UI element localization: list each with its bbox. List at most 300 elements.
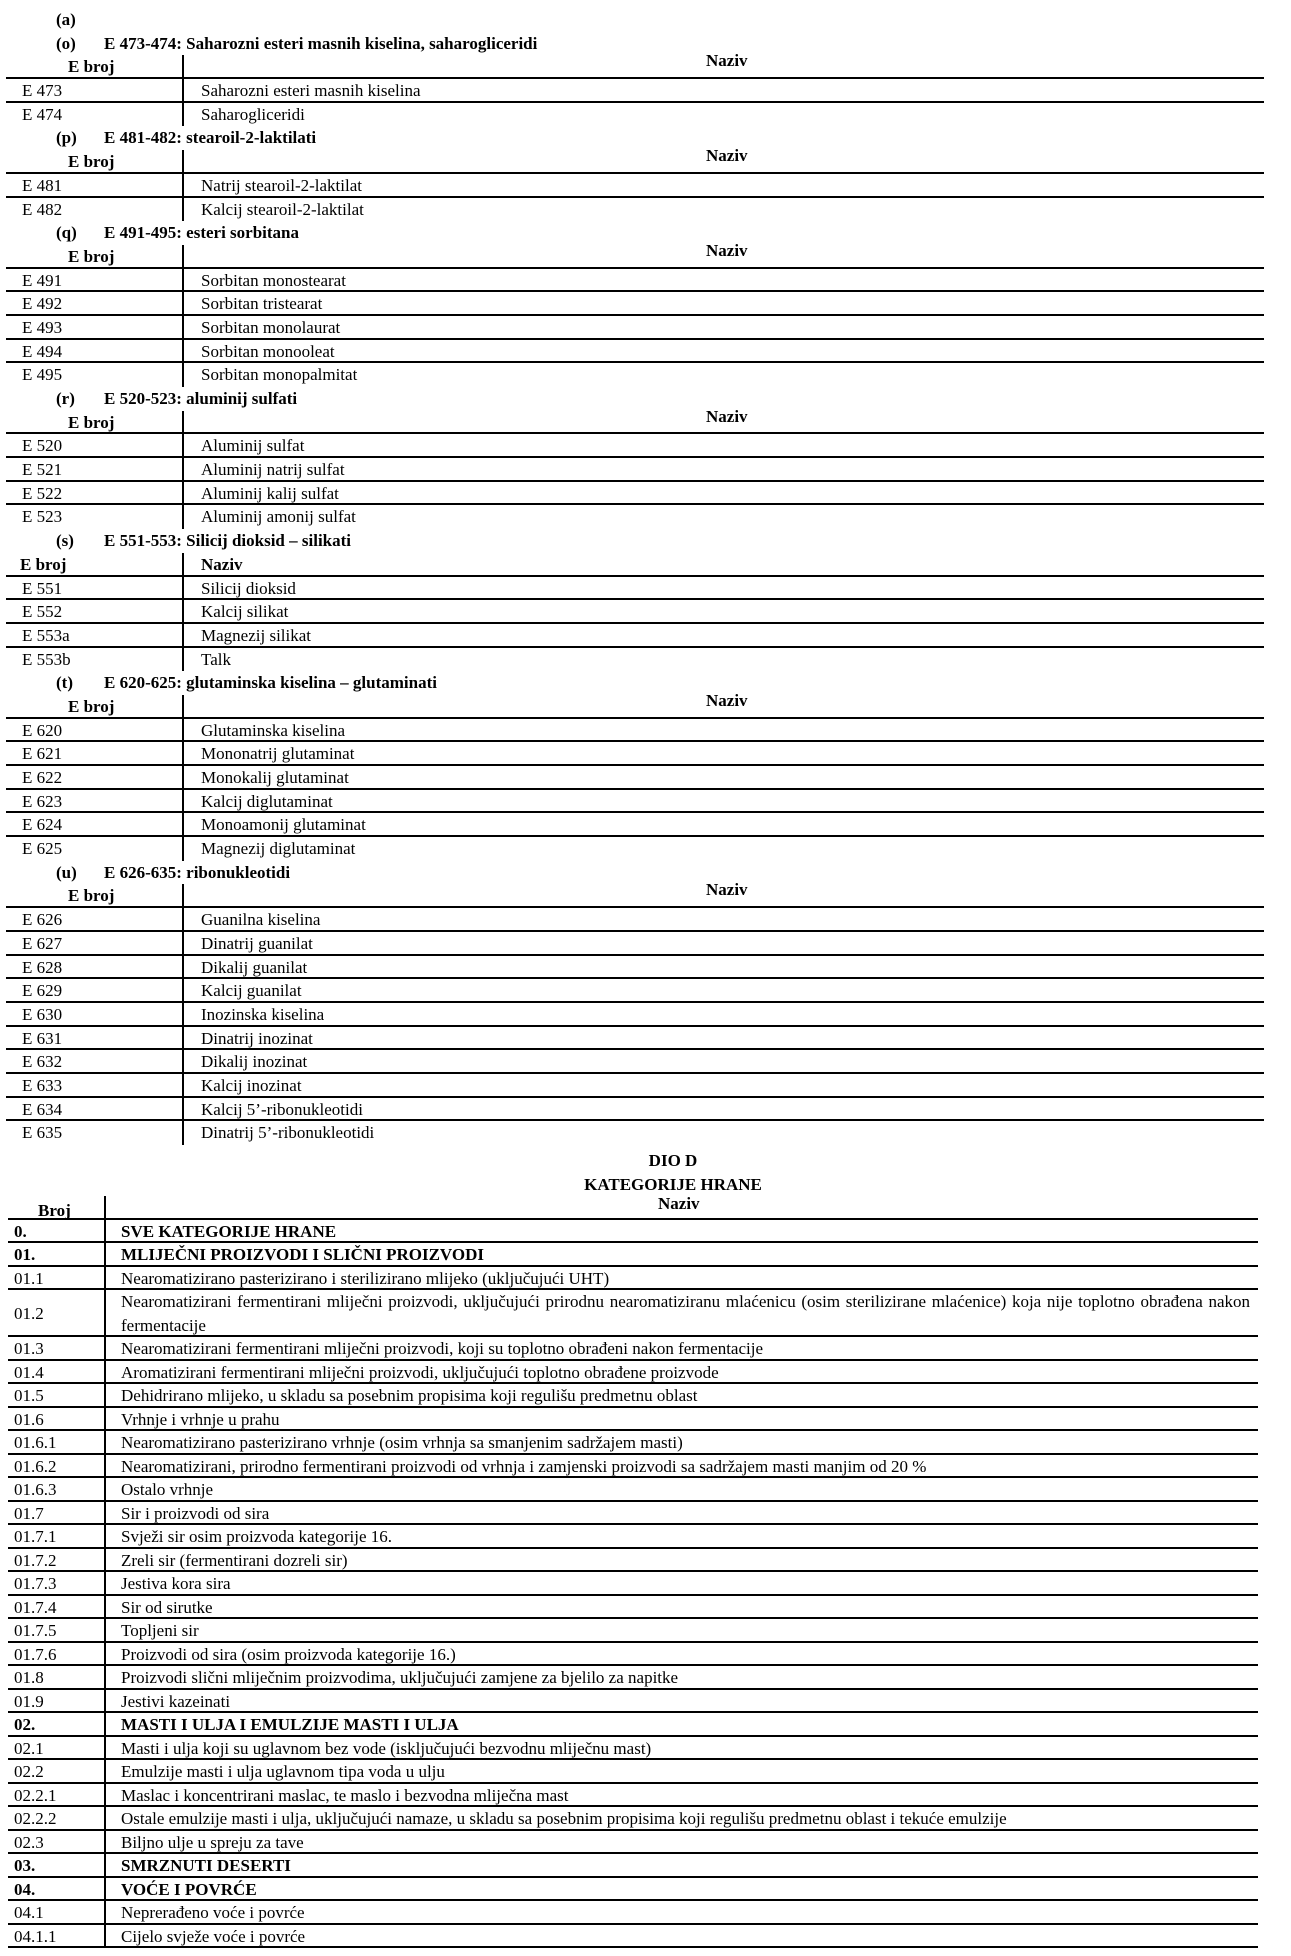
additive-name: Dikalij inozinat bbox=[201, 1052, 308, 1072]
e-number: E 624 bbox=[22, 815, 63, 835]
category-number: 02.3 bbox=[14, 1832, 44, 1852]
table-row bbox=[6, 624, 1264, 648]
section-letter: (o) bbox=[56, 33, 76, 53]
category-name: Jestivi kazeinati bbox=[121, 1691, 231, 1711]
column-divider bbox=[104, 1925, 106, 1947]
category-row bbox=[8, 1619, 1258, 1643]
table-header bbox=[6, 240, 1264, 269]
e-number: E 630 bbox=[22, 1004, 63, 1024]
category-number: 01.7.2 bbox=[14, 1550, 57, 1570]
column-divider bbox=[182, 695, 184, 717]
table-row bbox=[6, 577, 1264, 601]
e-number: E 523 bbox=[22, 507, 63, 527]
column-divider bbox=[182, 648, 184, 672]
table-header bbox=[6, 553, 1264, 577]
column-divider bbox=[182, 269, 184, 291]
column-divider bbox=[104, 1760, 106, 1782]
e-number: E 631 bbox=[22, 1028, 63, 1048]
column-divider bbox=[182, 340, 184, 362]
table-row bbox=[6, 316, 1264, 340]
e-number: E 634 bbox=[22, 1099, 63, 1119]
category-number: 01.2 bbox=[14, 1303, 44, 1323]
column-divider bbox=[182, 103, 184, 127]
table-row bbox=[6, 458, 1264, 482]
additive-name: Natrij stearoil-2-laktilat bbox=[201, 175, 362, 195]
table-row bbox=[6, 269, 1264, 293]
table-row bbox=[6, 340, 1264, 364]
category-name: Proizvodi od sira (osim proizvoda kategorije 16.) bbox=[121, 1644, 456, 1664]
table-row bbox=[6, 648, 1264, 672]
e-number: E 482 bbox=[22, 199, 63, 219]
e-number: E 522 bbox=[22, 483, 63, 503]
e-number: E 553a bbox=[22, 625, 70, 645]
e-number: E 521 bbox=[22, 460, 63, 480]
additive-name: Saharozni esteri masnih kiselina bbox=[201, 81, 421, 101]
header-naziv: Naziv bbox=[706, 880, 748, 900]
table-row bbox=[6, 956, 1264, 980]
section-heading bbox=[6, 32, 1264, 56]
column-divider bbox=[182, 1050, 184, 1072]
column-divider bbox=[182, 458, 184, 480]
category-row bbox=[8, 1408, 1258, 1432]
table-row bbox=[6, 292, 1264, 316]
column-divider bbox=[182, 434, 184, 456]
e-number: E 474 bbox=[22, 104, 63, 124]
category-name: Nearomatizirani fermentirani mliječni proizvodi, koji su toplotno obrađeni nakon fermentacije bbox=[121, 1339, 764, 1358]
column-divider bbox=[182, 150, 184, 172]
additive-name: Sorbitan tristearat bbox=[201, 294, 323, 314]
category-name: Aromatizirani fermentirani mliječni proizvodi, uključujući toplotno obrađene proizvode bbox=[121, 1362, 719, 1382]
additive-name: Kalcij 5’-ribonukleotidi bbox=[201, 1099, 363, 1119]
e-number: E 626 bbox=[22, 910, 63, 930]
additive-name: Sorbitan monostearat bbox=[201, 270, 346, 290]
column-divider bbox=[182, 719, 184, 741]
table-row bbox=[6, 174, 1264, 198]
category-name: SMRZNUTI DESERTI bbox=[121, 1856, 291, 1875]
e-number: E 629 bbox=[22, 981, 63, 1001]
category-row bbox=[8, 1502, 1258, 1526]
column-divider bbox=[182, 174, 184, 196]
column-divider bbox=[182, 766, 184, 788]
category-row bbox=[8, 1220, 1258, 1244]
e-number: E 621 bbox=[22, 744, 63, 764]
e-number: E 635 bbox=[22, 1123, 63, 1143]
column-divider bbox=[182, 600, 184, 622]
column-divider bbox=[104, 1455, 106, 1477]
table-row bbox=[6, 719, 1264, 743]
column-divider bbox=[104, 1384, 106, 1406]
section-heading bbox=[6, 671, 1264, 695]
category-name: Emulzije masti i ulja uglavnom tipa voda u ulju bbox=[121, 1762, 445, 1781]
header-naziv: Naziv bbox=[706, 146, 748, 166]
e-number: E 495 bbox=[22, 365, 63, 385]
additive-name: Kalcij silikat bbox=[201, 602, 289, 622]
column-divider bbox=[104, 1807, 106, 1829]
column-divider bbox=[182, 482, 184, 504]
table-header bbox=[6, 690, 1264, 719]
column-divider bbox=[104, 1831, 106, 1853]
header-e-broj: E broj bbox=[68, 246, 115, 266]
column-divider bbox=[104, 1737, 106, 1759]
header-e-broj: E broj bbox=[68, 886, 115, 906]
section-letter: (s) bbox=[56, 531, 74, 551]
category-row bbox=[8, 1878, 1258, 1902]
category-number: 01.4 bbox=[14, 1362, 44, 1382]
section-heading bbox=[6, 861, 1264, 885]
header-naziv: Naziv bbox=[201, 554, 243, 574]
category-row bbox=[8, 1596, 1258, 1620]
column-divider bbox=[104, 1502, 106, 1524]
category-name: Svježi sir osim proizvoda kategorije 16. bbox=[121, 1527, 392, 1546]
table-row bbox=[6, 103, 1264, 127]
column-divider bbox=[104, 1572, 106, 1594]
category-name: Nearomatizirano pasterizirano i sterilizirano mlijeko (uključujući UHT) bbox=[121, 1268, 610, 1288]
category-number: 02.1 bbox=[14, 1738, 44, 1758]
column-divider bbox=[182, 1098, 184, 1120]
additive-name: Monoamonij glutaminat bbox=[201, 815, 366, 835]
additive-name: Kalcij diglutaminat bbox=[201, 791, 333, 811]
table-row bbox=[6, 1027, 1264, 1051]
category-row bbox=[8, 1690, 1258, 1714]
additive-name: Inozinska kiselina bbox=[201, 1004, 325, 1024]
section-heading bbox=[6, 387, 1264, 411]
additive-name: Glutaminska kiselina bbox=[201, 720, 346, 740]
e-number-tables bbox=[6, 8, 1264, 1145]
e-number: E 481 bbox=[22, 175, 63, 195]
category-row bbox=[8, 1572, 1258, 1596]
column-divider bbox=[182, 908, 184, 930]
e-number: E 520 bbox=[22, 436, 63, 456]
table-row bbox=[6, 1121, 1264, 1145]
table-header bbox=[6, 51, 1264, 79]
column-divider bbox=[182, 956, 184, 978]
column-divider bbox=[104, 1713, 106, 1735]
category-name: Nearomatizirano pasterizirano vrhnje (osim vrhnja sa smanjenim sadržajem masti) bbox=[121, 1433, 683, 1452]
column-divider bbox=[182, 884, 184, 906]
additive-name: Dikalij guanilat bbox=[201, 957, 308, 977]
additive-name: Sorbitan monooleat bbox=[201, 341, 335, 361]
category-number: 01.5 bbox=[14, 1386, 44, 1405]
part-d-food-categories bbox=[8, 1149, 1258, 1948]
category-row bbox=[8, 1807, 1258, 1831]
column-divider bbox=[104, 1525, 106, 1547]
marker-label: (a) bbox=[56, 10, 76, 29]
column-divider bbox=[182, 55, 184, 77]
section-heading bbox=[6, 529, 1264, 553]
table-header bbox=[6, 406, 1264, 435]
additive-name: Magnezij diglutaminat bbox=[201, 839, 356, 859]
category-number: 01. bbox=[14, 1245, 36, 1264]
column-divider bbox=[182, 316, 184, 338]
column-divider bbox=[104, 1619, 106, 1641]
top-marker bbox=[6, 8, 1264, 32]
category-number: 01.7.1 bbox=[14, 1527, 57, 1546]
section-heading bbox=[6, 221, 1264, 245]
section-title: E 620-625: glutaminska kiselina – glutaminati bbox=[104, 673, 437, 693]
category-row bbox=[8, 1784, 1258, 1808]
e-number: E 551 bbox=[22, 578, 63, 598]
e-number: E 491 bbox=[22, 270, 63, 290]
category-name: Neprerađeno voće i povrće bbox=[121, 1903, 305, 1922]
e-number: E 553b bbox=[22, 649, 71, 669]
category-name: Cijelo svježe voće i povrće bbox=[121, 1926, 306, 1946]
category-number: 01.6.2 bbox=[14, 1456, 57, 1476]
section-letter: (q) bbox=[56, 223, 77, 243]
section-title: E 473-474: Saharozni esteri masnih kiselina, saharogliceridi bbox=[104, 33, 538, 53]
part-d-title: DIO D bbox=[648, 1151, 698, 1170]
category-row bbox=[8, 1455, 1258, 1479]
category-number: 01.7.3 bbox=[14, 1574, 57, 1593]
e-number: E 628 bbox=[22, 957, 63, 977]
column-divider bbox=[182, 979, 184, 1001]
category-row bbox=[8, 1290, 1258, 1337]
category-row bbox=[8, 1643, 1258, 1667]
table-header bbox=[6, 880, 1264, 908]
table-row bbox=[6, 908, 1264, 932]
additive-name: Kalcij inozinat bbox=[201, 1075, 302, 1095]
category-row bbox=[8, 1666, 1258, 1690]
additive-name: Sorbitan monopalmitat bbox=[201, 365, 358, 385]
e-number: E 627 bbox=[22, 933, 63, 953]
column-divider bbox=[104, 1267, 106, 1289]
additive-name: Saharogliceridi bbox=[201, 104, 305, 124]
section-title: E 481-482: stearoil-2-laktilati bbox=[104, 128, 317, 148]
category-name: SVE KATEGORIJE HRANE bbox=[121, 1221, 337, 1241]
category-number: 01.7.5 bbox=[14, 1621, 57, 1640]
header-e-broj: E broj bbox=[68, 57, 115, 77]
table-row bbox=[6, 79, 1264, 103]
category-row bbox=[8, 1549, 1258, 1573]
section-heading bbox=[6, 126, 1264, 150]
column-divider bbox=[182, 1027, 184, 1049]
column-divider bbox=[104, 1878, 106, 1900]
category-name: MASTI I ULJA I EMULZIJE MASTI I ULJA bbox=[121, 1715, 459, 1734]
table-row bbox=[6, 932, 1264, 956]
e-number: E 625 bbox=[22, 839, 63, 859]
category-number: 01.3 bbox=[14, 1339, 44, 1358]
category-name: Topljeni sir bbox=[121, 1621, 199, 1640]
category-number: 02.2 bbox=[14, 1762, 44, 1781]
category-name: Proizvodi slični mliječnim proizvodima, uključujući zamjene za bjelilo za napitke bbox=[121, 1668, 679, 1687]
additive-name: Dinatrij inozinat bbox=[201, 1028, 313, 1048]
column-divider bbox=[182, 932, 184, 954]
category-row bbox=[8, 1267, 1258, 1291]
section-letter: (t) bbox=[56, 673, 73, 693]
column-divider bbox=[182, 292, 184, 314]
category-number: 03. bbox=[14, 1856, 36, 1875]
header-naziv: Naziv bbox=[706, 51, 748, 71]
additive-name: Mononatrij glutaminat bbox=[201, 744, 355, 764]
category-row bbox=[8, 1854, 1258, 1878]
section-letter: (p) bbox=[56, 128, 77, 148]
column-divider bbox=[104, 1596, 106, 1618]
category-row bbox=[8, 1361, 1258, 1385]
header-broj: Broj bbox=[38, 1201, 71, 1220]
category-name: Masti i ulja koji su uglavnom bez vode (isključujući bezvodnu mliječnu mast) bbox=[121, 1738, 652, 1758]
category-name: Biljno ulje u spreju za tave bbox=[121, 1832, 304, 1852]
category-name: Ostalo vrhnje bbox=[121, 1480, 214, 1499]
category-row bbox=[8, 1737, 1258, 1761]
header-e-broj: E broj bbox=[20, 554, 67, 574]
additive-name: Dinatrij guanilat bbox=[201, 933, 313, 953]
e-number: E 633 bbox=[22, 1075, 63, 1095]
column-divider bbox=[182, 505, 184, 529]
table-row bbox=[6, 1074, 1264, 1098]
additive-name: Monokalij glutaminat bbox=[201, 768, 349, 787]
column-divider bbox=[104, 1361, 106, 1383]
header-naziv: Naziv bbox=[706, 240, 748, 260]
column-divider bbox=[182, 79, 184, 101]
part-d-subtitle: KATEGORIJE HRANE bbox=[584, 1174, 762, 1194]
column-divider bbox=[182, 624, 184, 646]
column-divider bbox=[104, 1196, 106, 1218]
e-number: E 492 bbox=[22, 294, 63, 314]
table-row bbox=[6, 363, 1264, 387]
e-number: E 620 bbox=[22, 720, 63, 740]
table-row bbox=[6, 1098, 1264, 1122]
category-name: Ostale emulzije masti i ulja, uključujući namaze, u skladu sa posebnim propisima koji regulišu predmetnu oblast i tekuće emulzije bbox=[121, 1809, 1007, 1828]
part-d-header-row bbox=[8, 1196, 1258, 1220]
section-title: E 520-523: aluminij sulfati bbox=[104, 389, 298, 408]
category-row bbox=[8, 1337, 1258, 1361]
table-row bbox=[6, 742, 1264, 766]
column-divider bbox=[104, 1290, 106, 1335]
column-divider bbox=[182, 411, 184, 433]
category-name: Jestiva kora sira bbox=[121, 1574, 231, 1593]
header-naziv: Naziv bbox=[706, 690, 748, 710]
table-row bbox=[6, 434, 1264, 458]
category-row bbox=[8, 1713, 1258, 1737]
e-number: E 622 bbox=[22, 768, 63, 787]
e-number: E 493 bbox=[22, 317, 63, 337]
additive-name: Guanilna kiselina bbox=[201, 910, 321, 930]
column-divider bbox=[104, 1784, 106, 1806]
category-row bbox=[8, 1478, 1258, 1502]
table-row bbox=[6, 1050, 1264, 1074]
category-number: 01.1 bbox=[14, 1268, 44, 1288]
category-number: 01.7 bbox=[14, 1503, 44, 1523]
column-divider bbox=[182, 742, 184, 764]
column-divider bbox=[104, 1549, 106, 1571]
column-divider bbox=[104, 1643, 106, 1665]
additive-name: Aluminij kalij sulfat bbox=[201, 483, 339, 503]
e-number: E 473 bbox=[22, 81, 63, 101]
category-name: Sir i proizvodi od sira bbox=[121, 1503, 270, 1523]
column-divider bbox=[104, 1220, 106, 1242]
column-divider bbox=[182, 1121, 184, 1145]
column-divider bbox=[182, 1074, 184, 1096]
category-number: 0. bbox=[14, 1221, 27, 1241]
table-row bbox=[6, 979, 1264, 1003]
category-row bbox=[8, 1901, 1258, 1925]
column-divider bbox=[182, 577, 184, 599]
category-row bbox=[8, 1431, 1258, 1455]
category-name: MLIJEČNI PROIZVODI I SLIČNI PROIZVODI bbox=[121, 1245, 484, 1264]
additive-name: Sorbitan monolaurat bbox=[201, 317, 341, 337]
column-divider bbox=[104, 1690, 106, 1712]
header-e-broj: E broj bbox=[68, 152, 115, 172]
category-number: 01.6.3 bbox=[14, 1480, 57, 1499]
category-number: 01.9 bbox=[14, 1691, 44, 1711]
category-number: 01.7.4 bbox=[14, 1597, 57, 1617]
column-divider bbox=[182, 813, 184, 835]
table-row bbox=[6, 813, 1264, 837]
column-divider bbox=[104, 1243, 106, 1265]
category-name: Sir od sirutke bbox=[121, 1597, 213, 1617]
additive-name: Talk bbox=[201, 649, 231, 669]
column-divider bbox=[182, 198, 184, 222]
section-title: E 551-553: Silicij dioksid – silikati bbox=[104, 531, 352, 551]
additive-name: Magnezij silikat bbox=[201, 625, 312, 645]
category-row bbox=[8, 1525, 1258, 1549]
category-number: 01.6.1 bbox=[14, 1433, 57, 1452]
table-row bbox=[6, 837, 1264, 861]
category-row bbox=[8, 1243, 1258, 1267]
column-divider bbox=[182, 245, 184, 267]
table-row bbox=[6, 790, 1264, 814]
category-row bbox=[8, 1760, 1258, 1784]
column-divider bbox=[104, 1478, 106, 1500]
section-title: E 626-635: ribonukleotidi bbox=[104, 862, 291, 882]
category-row bbox=[8, 1831, 1258, 1855]
e-number: E 552 bbox=[22, 602, 63, 622]
column-divider bbox=[104, 1337, 106, 1359]
e-number: E 632 bbox=[22, 1052, 63, 1072]
column-divider bbox=[104, 1431, 106, 1453]
category-name: Vrhnje i vrhnje u prahu bbox=[121, 1409, 280, 1429]
category-number: 04.1.1 bbox=[14, 1926, 57, 1946]
category-name: Dehidrirano mlijeko, u skladu sa posebnim propisima koji regulišu predmetnu oblast bbox=[121, 1386, 698, 1405]
category-name: Zreli sir (fermentirani dozreli sir) bbox=[121, 1550, 348, 1570]
additive-name: Silicij dioksid bbox=[201, 578, 296, 598]
category-number: 01.7.6 bbox=[14, 1644, 57, 1664]
category-number: 02. bbox=[14, 1715, 36, 1734]
table-row bbox=[6, 198, 1264, 222]
column-divider bbox=[104, 1901, 106, 1923]
additive-name: Aluminij amonij sulfat bbox=[201, 507, 356, 527]
section-letter: (u) bbox=[56, 862, 77, 882]
table-row bbox=[6, 482, 1264, 506]
table-row bbox=[6, 505, 1264, 529]
table-row bbox=[6, 600, 1264, 624]
header-naziv: Naziv bbox=[658, 1194, 700, 1213]
e-number: E 623 bbox=[22, 791, 63, 811]
column-divider bbox=[104, 1408, 106, 1430]
column-divider bbox=[182, 553, 184, 575]
section-letter: (r) bbox=[56, 389, 75, 408]
table-row bbox=[6, 766, 1264, 790]
header-e-broj: E broj bbox=[68, 412, 115, 432]
e-number: E 494 bbox=[22, 341, 63, 361]
table-row bbox=[6, 1003, 1264, 1027]
column-divider bbox=[182, 790, 184, 812]
category-name: Maslac i koncentrirani maslac, te maslo i bezvodna mliječna mast bbox=[121, 1785, 569, 1805]
column-divider bbox=[182, 1003, 184, 1025]
table-header bbox=[6, 146, 1264, 174]
additive-name: Kalcij stearoil-2-laktilat bbox=[201, 199, 364, 219]
category-row bbox=[8, 1925, 1258, 1949]
category-name: Nearomatizirani, prirodno fermentirani proizvodi od vrhnja i zamjenski proizvodi sa sadržajem masti manjim od 20 % bbox=[121, 1456, 927, 1476]
category-rows bbox=[8, 1220, 1258, 1949]
additive-name: Aluminij natrij sulfat bbox=[201, 460, 345, 480]
header-naziv: Naziv bbox=[706, 406, 748, 426]
additive-name: Aluminij sulfat bbox=[201, 436, 305, 456]
column-divider bbox=[104, 1854, 106, 1876]
category-name: VOĆE I POVRĆE bbox=[121, 1879, 257, 1899]
category-number: 04. bbox=[14, 1879, 36, 1899]
column-divider bbox=[182, 837, 184, 861]
category-number: 02.2.2 bbox=[14, 1809, 57, 1828]
